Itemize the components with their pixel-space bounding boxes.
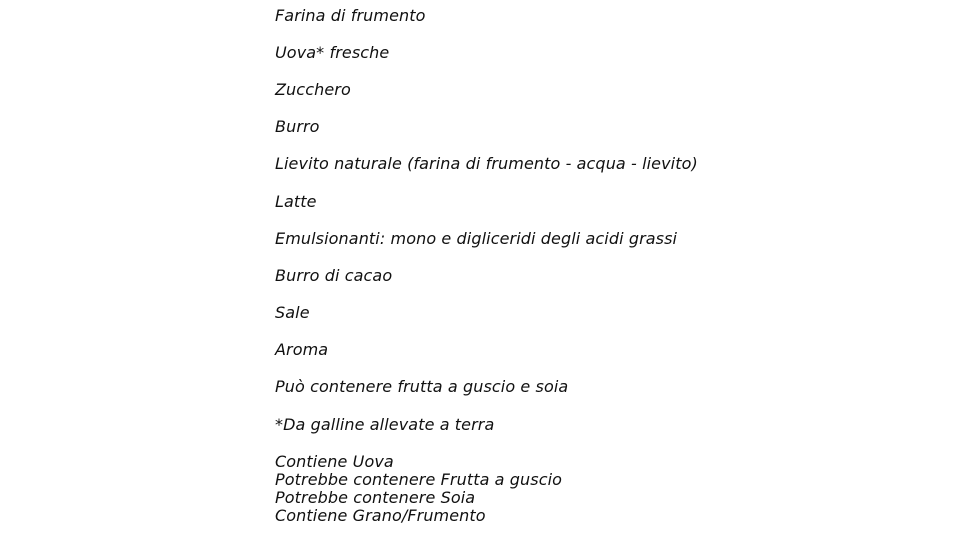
allergen-line: Potrebbe contenere Frutta a guscio [275, 470, 563, 489]
ingredient-line: Burro di cacao [275, 266, 393, 285]
ingredient-line: Farina di frumento [275, 6, 426, 25]
allergen-line: Contiene Grano/Frumento [275, 506, 486, 525]
ingredient-line: Aroma [275, 340, 329, 359]
ingredients-document [275, 0, 935, 540]
ingredient-line: Sale [275, 303, 310, 322]
may-contain-line: Può contenere frutta a guscio e soia [275, 377, 569, 396]
ingredient-line: Lievito naturale (farina di frumento - acqua - lievito) [275, 154, 698, 173]
ingredient-line: Latte [275, 192, 317, 211]
allergen-line: Potrebbe contenere Soia [275, 488, 476, 507]
allergen-line: Contiene Uova [275, 452, 394, 471]
footnote-line: *Da galline allevate a terra [275, 415, 495, 434]
ingredient-line: Emulsionanti: mono e digliceridi degli acidi grassi [275, 229, 678, 248]
allergen-block [275, 453, 562, 525]
ingredient-line: Burro [275, 117, 320, 136]
ingredient-line: Uova* fresche [275, 43, 390, 62]
ingredient-line: Zucchero [275, 80, 351, 99]
